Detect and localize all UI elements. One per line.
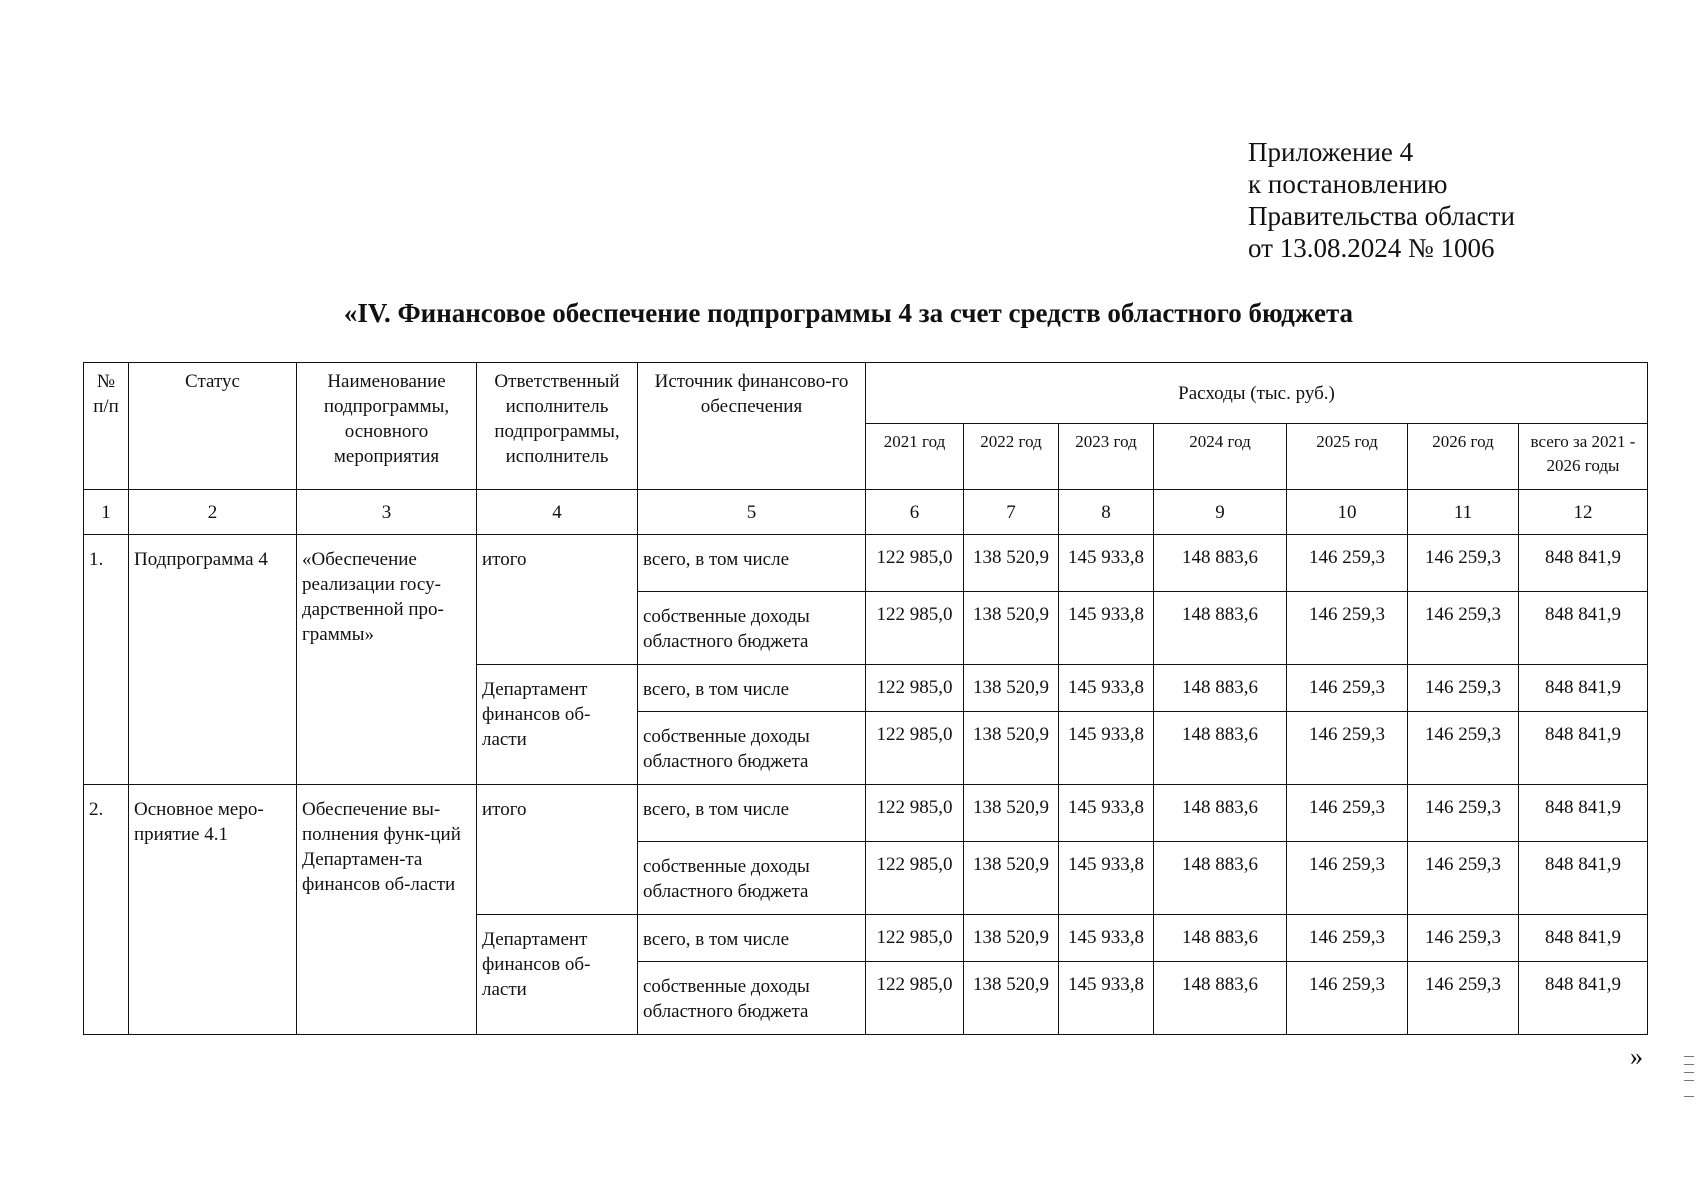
appendix-line: Правительства области: [1248, 201, 1515, 231]
row-year-value: 122 985,0: [866, 535, 964, 592]
header-executor: Ответственный исполнитель подпрограммы, исполнитель: [477, 363, 638, 490]
row-year-value: 122 985,0: [866, 915, 964, 962]
row-year-value: 122 985,0: [866, 592, 964, 665]
column-number: 9: [1154, 490, 1287, 535]
row-year-value: 148 883,6: [1154, 785, 1287, 842]
row-source: всего, в том числе: [638, 785, 866, 842]
row-year-value: 138 520,9: [964, 535, 1059, 592]
row-year-value: 122 985,0: [866, 712, 964, 785]
table-row: [84, 535, 1648, 592]
row-year-value: 145 933,8: [1059, 915, 1154, 962]
row-source: собственные доходы областного бюджета: [638, 962, 866, 1035]
row-source: всего, в том числе: [638, 535, 866, 592]
column-number: 7: [964, 490, 1059, 535]
row-executor: итого: [477, 535, 638, 665]
row-year-value: 138 520,9: [964, 962, 1059, 1035]
row-year-value: 145 933,8: [1059, 785, 1154, 842]
column-number: 8: [1059, 490, 1154, 535]
row-year-value: 146 259,3: [1287, 962, 1408, 1035]
header-source: Источник финансово-го обеспечения: [638, 363, 866, 490]
scan-artifact: [1684, 1096, 1694, 1097]
row-year-value: 148 883,6: [1154, 535, 1287, 592]
finance-table: [83, 362, 1648, 1035]
row-year-value: 146 259,3: [1287, 535, 1408, 592]
row-total-value: 848 841,9: [1519, 785, 1648, 842]
row-year-value: 148 883,6: [1154, 915, 1287, 962]
table-body: [84, 535, 1648, 1035]
row-year-value: 122 985,0: [866, 665, 964, 712]
row-year-value: 146 259,3: [1408, 712, 1519, 785]
row-total-value: 848 841,9: [1519, 842, 1648, 915]
header-status: Статус: [129, 363, 297, 490]
row-year-value: 146 259,3: [1287, 592, 1408, 665]
header-no: № п/п: [84, 363, 129, 490]
header-expenses: Расходы (тыс. руб.): [866, 363, 1648, 424]
row-year-value: 146 259,3: [1408, 842, 1519, 915]
row-number: 2.: [84, 785, 129, 1035]
column-number: 1: [84, 490, 129, 535]
row-source: собственные доходы областного бюджета: [638, 842, 866, 915]
row-year-value: 148 883,6: [1154, 842, 1287, 915]
row-total-value: 848 841,9: [1519, 962, 1648, 1035]
row-source: собственные доходы областного бюджета: [638, 592, 866, 665]
row-year-value: 146 259,3: [1408, 785, 1519, 842]
row-year-value: 146 259,3: [1408, 535, 1519, 592]
row-executor: Департамент финансов об-ласти: [477, 915, 638, 1035]
row-total-value: 848 841,9: [1519, 915, 1648, 962]
row-source: собственные доходы областного бюджета: [638, 712, 866, 785]
row-year-value: 138 520,9: [964, 665, 1059, 712]
scan-artifact: [1684, 1056, 1694, 1057]
row-status: Основное меро-приятие 4.1: [129, 785, 297, 1035]
header-year: 2021 год: [866, 424, 964, 490]
row-year-value: 122 985,0: [866, 962, 964, 1035]
header-year: 2022 год: [964, 424, 1059, 490]
row-year-value: 122 985,0: [866, 785, 964, 842]
header-year: 2026 год: [1408, 424, 1519, 490]
row-status: Подпрограмма 4: [129, 535, 297, 785]
row-year-value: 138 520,9: [964, 592, 1059, 665]
appendix-block: [1248, 136, 1515, 264]
row-year-value: 146 259,3: [1408, 962, 1519, 1035]
appendix-line: Приложение 4: [1248, 137, 1414, 167]
table-row: [84, 785, 1648, 842]
row-year-value: 146 259,3: [1408, 665, 1519, 712]
column-number: 10: [1287, 490, 1408, 535]
row-year-value: 145 933,8: [1059, 535, 1154, 592]
header-year: 2024 год: [1154, 424, 1287, 490]
row-total-value: 848 841,9: [1519, 665, 1648, 712]
header-year: 2023 год: [1059, 424, 1154, 490]
scan-artifact: [1684, 1080, 1694, 1081]
row-year-value: 138 520,9: [964, 915, 1059, 962]
row-year-value: 148 883,6: [1154, 962, 1287, 1035]
scan-artifact: [1684, 1072, 1694, 1073]
appendix-line: к постановлению: [1248, 169, 1448, 199]
row-year-value: 138 520,9: [964, 712, 1059, 785]
row-name: «Обеспечение реализации госу-дарственной про-граммы»: [297, 535, 477, 785]
row-year-value: 146 259,3: [1287, 915, 1408, 962]
column-number: 11: [1408, 490, 1519, 535]
column-number: 6: [866, 490, 964, 535]
column-number: 12: [1519, 490, 1648, 535]
header-total: всего за 2021 - 2026 годы: [1519, 424, 1648, 490]
row-source: всего, в том числе: [638, 915, 866, 962]
row-year-value: 145 933,8: [1059, 592, 1154, 665]
row-year-value: 148 883,6: [1154, 712, 1287, 785]
header-year: 2025 год: [1287, 424, 1408, 490]
row-number: 1.: [84, 535, 129, 785]
column-number: 4: [477, 490, 638, 535]
row-total-value: 848 841,9: [1519, 592, 1648, 665]
column-number: 5: [638, 490, 866, 535]
column-number: 3: [297, 490, 477, 535]
row-year-value: 138 520,9: [964, 842, 1059, 915]
row-executor: Департамент финансов об-ласти: [477, 665, 638, 785]
row-year-value: 146 259,3: [1287, 665, 1408, 712]
row-source: всего, в том числе: [638, 665, 866, 712]
row-year-value: 122 985,0: [866, 842, 964, 915]
scan-artifact: [1684, 1064, 1694, 1065]
row-executor: итого: [477, 785, 638, 915]
row-year-value: 145 933,8: [1059, 712, 1154, 785]
row-year-value: 145 933,8: [1059, 842, 1154, 915]
table-header: [84, 363, 1648, 535]
row-total-value: 848 841,9: [1519, 712, 1648, 785]
row-year-value: 145 933,8: [1059, 962, 1154, 1035]
row-name: Обеспечение вы-полнения функ-ций Департамен-та финансов об-ласти: [297, 785, 477, 1035]
row-year-value: 146 259,3: [1287, 842, 1408, 915]
row-year-value: 145 933,8: [1059, 665, 1154, 712]
row-year-value: 148 883,6: [1154, 665, 1287, 712]
row-year-value: 138 520,9: [964, 785, 1059, 842]
appendix-line: от 13.08.2024 № 1006: [1248, 233, 1495, 263]
row-year-value: 146 259,3: [1408, 592, 1519, 665]
header-name: Наименование подпрограммы, основного мероприятия: [297, 363, 477, 490]
row-total-value: 848 841,9: [1519, 535, 1648, 592]
closing-quote: »: [1630, 1042, 1643, 1071]
row-year-value: 146 259,3: [1287, 785, 1408, 842]
row-year-value: 146 259,3: [1287, 712, 1408, 785]
column-number: 2: [129, 490, 297, 535]
row-year-value: 146 259,3: [1408, 915, 1519, 962]
page-title: «IV. Финансовое обеспечение подпрограммы 4 за счет средств областного бюджета: [343, 298, 1354, 328]
row-year-value: 148 883,6: [1154, 592, 1287, 665]
